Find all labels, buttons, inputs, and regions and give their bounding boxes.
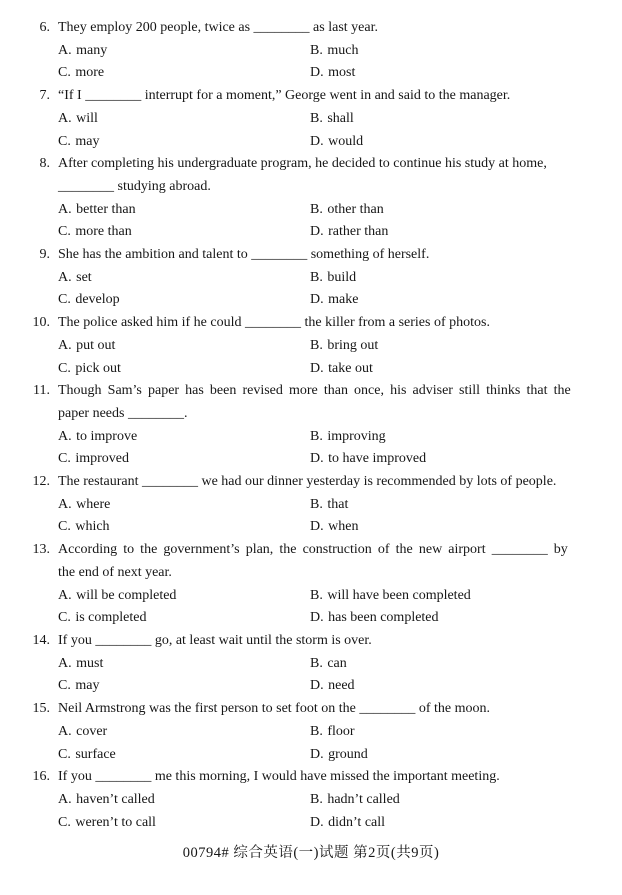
option-label: D. xyxy=(310,814,324,830)
option-label: D. xyxy=(310,746,324,762)
option-d xyxy=(310,607,566,630)
question-stem-line: ________ studying abroad. xyxy=(58,178,211,194)
option-text: would xyxy=(328,133,364,149)
question-stem-line: the end of next year. xyxy=(58,564,172,580)
option-text: cover xyxy=(76,723,108,739)
option-text: shall xyxy=(327,110,354,126)
option-b xyxy=(310,426,566,449)
option-text: will xyxy=(76,110,98,126)
options-grid xyxy=(58,653,566,698)
option-text: that xyxy=(327,496,349,512)
option-label: B. xyxy=(310,42,323,58)
option-label: D. xyxy=(310,224,324,240)
option-a xyxy=(58,426,310,449)
option-a xyxy=(58,108,310,131)
option-label: B. xyxy=(310,337,323,353)
question-stem-line: If you ________ me this morning, I would have missed the important meeting. xyxy=(58,769,500,785)
option-text: many xyxy=(76,42,108,58)
question-stem-line: Though Sam’s paper has been revised more than once, his adviser still thinks that the xyxy=(58,383,571,399)
question-number: 8. xyxy=(39,156,50,172)
option-label: D. xyxy=(310,360,324,376)
option-label: A. xyxy=(58,269,72,285)
option-a xyxy=(58,335,310,358)
option-text: put out xyxy=(76,337,116,353)
option-label: B. xyxy=(310,110,323,126)
question-stem xyxy=(58,539,566,584)
question-13 xyxy=(0,539,622,630)
option-text: ground xyxy=(328,746,368,762)
option-c xyxy=(58,358,310,381)
options-grid xyxy=(58,40,566,85)
page-footer: 00794# 综合英语(一)试题 第2页(共9页) xyxy=(182,845,440,862)
option-text: surface xyxy=(75,746,116,762)
option-c xyxy=(58,289,310,312)
options-grid xyxy=(58,721,566,766)
option-label: A. xyxy=(58,42,72,58)
option-text: must xyxy=(76,655,104,671)
option-c xyxy=(58,744,310,767)
option-text: to have improved xyxy=(328,451,427,467)
option-b xyxy=(310,108,566,131)
option-b xyxy=(310,789,566,812)
question-stem-line: The police asked him if he could ________ the killer from a series of photos. xyxy=(58,315,490,331)
option-text: more xyxy=(75,65,105,81)
option-text: much xyxy=(327,42,359,58)
option-label: A. xyxy=(58,655,72,671)
option-label: A. xyxy=(58,201,72,217)
question-8 xyxy=(0,153,622,244)
option-label: B. xyxy=(310,496,323,512)
option-label: A. xyxy=(58,110,72,126)
option-text: has been completed xyxy=(328,610,439,626)
option-text: build xyxy=(327,269,357,285)
option-label: A. xyxy=(58,723,72,739)
options-grid xyxy=(58,494,566,539)
option-label: A. xyxy=(58,428,72,444)
option-text: take out xyxy=(328,360,373,376)
option-label: C. xyxy=(58,224,71,240)
option-text: may xyxy=(75,678,100,694)
option-b xyxy=(310,267,566,290)
options-grid xyxy=(58,199,566,244)
option-label: A. xyxy=(58,791,72,807)
question-stem-line: She has the ambition and talent to ________ something of herself. xyxy=(58,247,430,263)
option-c xyxy=(58,812,310,835)
question-list xyxy=(0,17,622,834)
options-grid xyxy=(58,335,566,380)
question-stem xyxy=(58,85,566,108)
option-text: other than xyxy=(327,201,384,217)
option-c xyxy=(58,607,310,630)
question-6 xyxy=(0,17,622,85)
option-label: B. xyxy=(310,791,323,807)
option-label: C. xyxy=(58,746,71,762)
question-15 xyxy=(0,698,622,766)
option-text: will be completed xyxy=(76,587,177,603)
question-number: 11. xyxy=(33,383,50,399)
question-number: 9. xyxy=(39,247,50,263)
option-a xyxy=(58,789,310,812)
options-grid xyxy=(58,108,566,153)
question-stem-line: After completing his undergraduate program, he decided to continue his study at home, xyxy=(58,156,547,172)
option-c xyxy=(58,675,310,698)
options-grid xyxy=(58,267,566,312)
option-text: to improve xyxy=(76,428,138,444)
option-text: improving xyxy=(327,428,386,444)
option-text: rather than xyxy=(328,224,389,240)
question-stem-line: Neil Armstrong was the first person to set foot on the ________ of the moon. xyxy=(58,701,490,717)
option-text: weren’t to call xyxy=(75,814,156,830)
question-stem-line: paper needs ________. xyxy=(58,405,188,421)
option-label: C. xyxy=(58,133,71,149)
option-b xyxy=(310,721,566,744)
question-stem xyxy=(58,698,566,721)
option-a xyxy=(58,653,310,676)
option-label: B. xyxy=(310,428,323,444)
question-stem-line: If you ________ go, at least wait until the storm is over. xyxy=(58,632,372,648)
option-text: when xyxy=(328,519,359,535)
option-b xyxy=(310,40,566,63)
option-text: where xyxy=(76,496,111,512)
question-9 xyxy=(0,244,622,312)
option-c xyxy=(58,131,310,154)
option-c xyxy=(58,448,310,471)
option-text: more than xyxy=(75,224,132,240)
option-label: D. xyxy=(310,292,324,308)
option-label: D. xyxy=(310,133,324,149)
question-number: 15. xyxy=(32,701,50,717)
option-label: C. xyxy=(58,360,71,376)
option-b xyxy=(310,335,566,358)
option-a xyxy=(58,721,310,744)
options-grid xyxy=(58,426,566,471)
option-label: A. xyxy=(58,496,72,512)
question-11 xyxy=(0,380,622,471)
question-16 xyxy=(0,766,622,834)
option-b xyxy=(310,585,566,608)
option-label: D. xyxy=(310,451,324,467)
option-c xyxy=(58,221,310,244)
option-c xyxy=(58,62,310,85)
question-number: 13. xyxy=(32,542,50,558)
option-c xyxy=(58,516,310,539)
option-label: B. xyxy=(310,587,323,603)
option-a xyxy=(58,199,310,222)
question-stem xyxy=(58,471,566,494)
question-14 xyxy=(0,630,622,698)
option-label: D. xyxy=(310,65,324,81)
option-label: C. xyxy=(58,519,71,535)
question-stem xyxy=(58,312,566,335)
option-a xyxy=(58,40,310,63)
option-d xyxy=(310,358,566,381)
question-stem-line: The restaurant ________ we had our dinner yesterday is recommended by lots of people. xyxy=(58,474,557,490)
option-text: develop xyxy=(75,292,120,308)
option-text: which xyxy=(75,519,110,535)
option-label: C. xyxy=(58,65,71,81)
option-d xyxy=(310,744,566,767)
question-stem xyxy=(58,17,566,40)
options-grid xyxy=(58,585,566,630)
option-label: A. xyxy=(58,587,72,603)
option-a xyxy=(58,585,310,608)
question-12 xyxy=(0,471,622,539)
option-a xyxy=(58,494,310,517)
option-text: didn’t call xyxy=(328,814,386,830)
option-a xyxy=(58,267,310,290)
option-text: improved xyxy=(75,451,129,467)
question-number: 14. xyxy=(32,632,50,648)
question-stem-line: They employ 200 people, twice as ________ as last year. xyxy=(58,20,378,35)
option-text: pick out xyxy=(75,360,121,376)
option-label: D. xyxy=(310,610,324,626)
option-b xyxy=(310,494,566,517)
option-text: can xyxy=(327,655,347,671)
option-text: may xyxy=(75,133,100,149)
option-text: bring out xyxy=(327,337,379,353)
question-number: 6. xyxy=(39,20,50,35)
option-d xyxy=(310,675,566,698)
option-text: set xyxy=(76,269,92,285)
option-d xyxy=(310,448,566,471)
option-text: make xyxy=(328,292,359,308)
question-number: 12. xyxy=(32,474,50,490)
option-d xyxy=(310,221,566,244)
option-text: need xyxy=(328,678,355,694)
option-d xyxy=(310,289,566,312)
question-stem xyxy=(58,153,566,198)
options-grid xyxy=(58,789,566,834)
option-label: C. xyxy=(58,610,71,626)
option-d xyxy=(310,62,566,85)
option-label: B. xyxy=(310,655,323,671)
option-text: will have been completed xyxy=(327,587,471,603)
option-d xyxy=(310,516,566,539)
question-stem xyxy=(58,244,566,267)
question-stem xyxy=(58,766,566,789)
option-label: B. xyxy=(310,201,323,217)
option-label: C. xyxy=(58,678,71,694)
option-label: B. xyxy=(310,723,323,739)
option-text: haven’t called xyxy=(76,791,155,807)
question-10 xyxy=(0,312,622,380)
option-text: better than xyxy=(76,201,136,217)
question-stem-line: According to the government’s plan, the construction of the new airport ________ by xyxy=(58,542,568,558)
option-label: D. xyxy=(310,519,324,535)
option-text: most xyxy=(328,65,356,81)
option-label: A. xyxy=(58,337,72,353)
question-number: 10. xyxy=(32,315,50,331)
option-label: C. xyxy=(58,451,71,467)
option-b xyxy=(310,653,566,676)
question-stem xyxy=(58,380,571,425)
option-label: B. xyxy=(310,269,323,285)
question-number: 16. xyxy=(32,769,50,785)
question-stem-line: “If I ________ interrupt for a moment,” George went in and said to the manager. xyxy=(58,88,511,104)
option-text: floor xyxy=(327,723,355,739)
option-d xyxy=(310,812,566,835)
option-label: D. xyxy=(310,678,324,694)
option-b xyxy=(310,199,566,222)
question-7 xyxy=(0,85,622,153)
question-stem xyxy=(58,630,566,653)
option-text: hadn’t called xyxy=(327,791,400,807)
option-d xyxy=(310,131,566,154)
option-text: is completed xyxy=(75,610,147,626)
option-label: C. xyxy=(58,814,71,830)
option-label: C. xyxy=(58,292,71,308)
question-number: 7. xyxy=(39,88,50,104)
